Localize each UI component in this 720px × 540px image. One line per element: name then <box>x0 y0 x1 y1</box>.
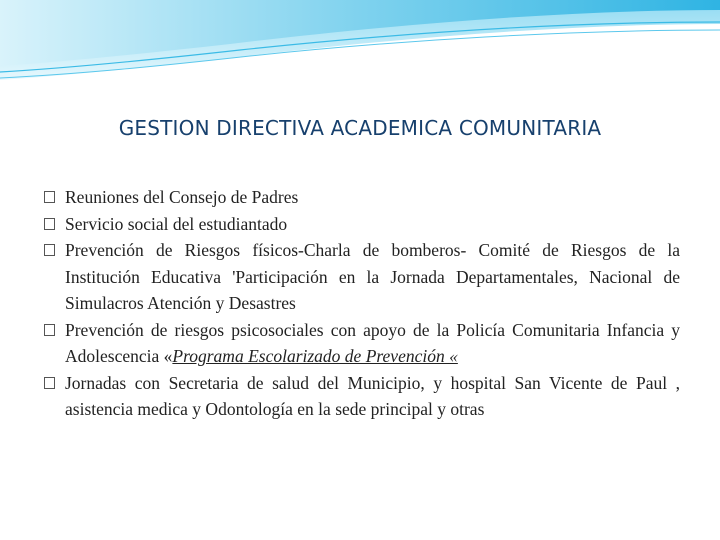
bullet-item <box>44 184 680 211</box>
bullet-item <box>44 211 680 238</box>
bullet-item <box>44 370 680 423</box>
program-emphasis-text: Programa Escolarizado de Prevención « <box>172 346 458 366</box>
box-bullet-icon <box>44 244 55 256</box>
bullet-text: Servicio social del estudiantado <box>65 213 288 234</box>
bullet-item <box>44 317 680 370</box>
header-wave-decoration <box>0 0 720 90</box>
bullet-item <box>44 237 680 317</box>
bullet-text: Jornadas con Secretaria de salud del Municipio, y hospital San Vicente de Paul , asistencia medica y Odontología en la sede principal y otras <box>65 372 680 419</box>
bullet-text: Reuniones del Consejo de Padres <box>65 187 299 207</box>
bullet-text: Prevención de riesgos psicosociales con apoyo de la Policía Comunitaria Infancia y Adolescencia « <box>65 319 680 366</box>
box-bullet-icon <box>44 218 55 230</box>
box-bullet-icon <box>44 377 55 389</box>
slide-title: GESTION DIRECTIVA ACADEMICA COMUNITARIA <box>118 116 602 140</box>
bullet-text: Prevención de Riesgos físicos-Charla de bomberos- Comité de Riesgos de la Institución Educativa 'Participación en la Jornada Departamentales, Nacional de Simulacros Atención y Desastres <box>65 240 680 313</box>
box-bullet-icon <box>44 324 55 336</box>
bullet-list <box>44 184 680 423</box>
box-bullet-icon <box>44 191 55 203</box>
